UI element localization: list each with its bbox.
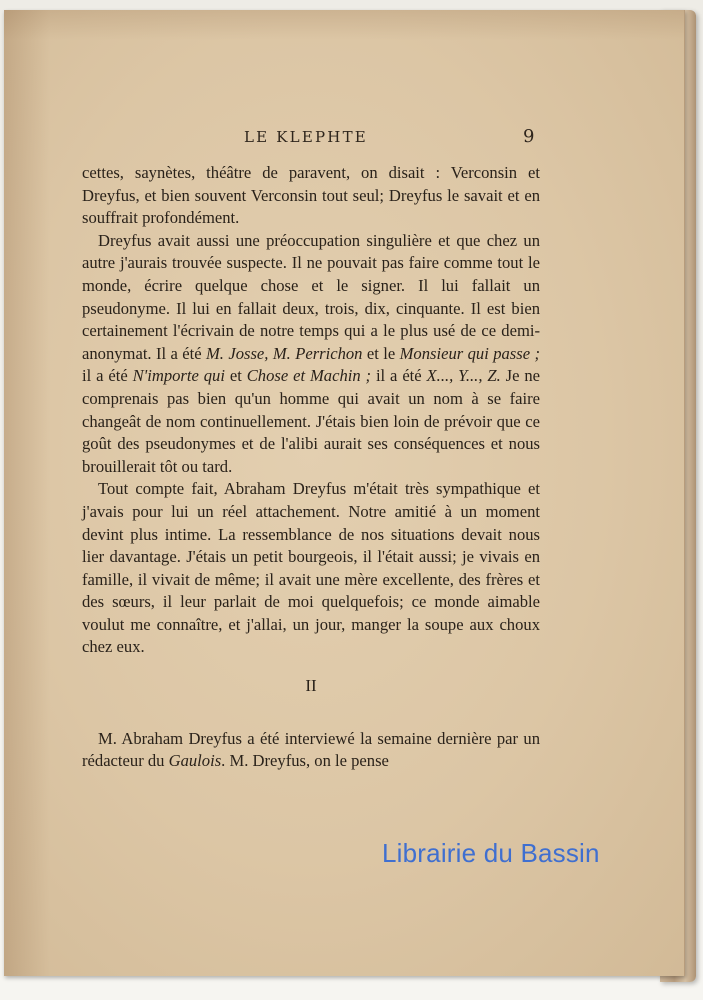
body-text <box>82 162 540 773</box>
section-numeral: II <box>305 676 317 696</box>
paragraph-4: M. Abraham Dreyfus a été interviewé la semaine dernière par un rédacteur du Gaulois. M. Dreyfus, on le pense <box>82 728 540 771</box>
watermark-text: Librairie du Bassin <box>382 838 600 868</box>
running-title: LE KLEPHTE <box>244 128 368 146</box>
paragraph-2: Dreyfus avait aussi une préoccupation singulière et que chez un autre j'aurais trouvée suspecte. Il ne pouvait pas faire comme tout le monde, écrire quelque chose et le signer. Il lui fallait un pseudonyme. Il lui en fallait deux, trois, dix, cinquante. Il est bien certainement l'écrivain de notre temps qui a le plus usé de ce demi-anonymat. Il a été M. Josse, M. Perrichon et le Monsieur qui passe ; il a été N'importe qui et Chose et Machin ; il a été X..., Y..., Z. Je ne comprenais pas bien qu'un homme qui avait un nom à se faire changeât de nom continuellement. J'étais bien loin de prévoir que ce goût des pseudonymes et de l'alibi aurait ses conséquences et nous brouillerait tôt ou tard. <box>82 230 540 476</box>
paragraph-1: cettes, saynètes, théâtre de paravent, on disait : Verconsin et Dreyfus, et bien souvent Verconsin tout seul; Dreyfus le savait et en souffrait profondément. <box>82 163 540 228</box>
paragraph-3: Tout compte fait, Abraham Dreyfus m'était très sympathique et j'avais pour lui un réel attachement. Notre amitié à un moment devint plus intime. La ressemblance de nos situations devait nous lier davantage. J'étais un petit bourgeois, il l'était aussi; je vivais en famille, il vivait de même; il avait une mère excellente, des frères et des sœurs, il leur parlait de moi quelquefois; ce monde aimable voulut me connaître, et j'allai, un jour, manger la soupe aux choux chez eux. <box>82 479 540 657</box>
page-number: 9 <box>523 126 535 147</box>
book-page <box>4 10 685 976</box>
